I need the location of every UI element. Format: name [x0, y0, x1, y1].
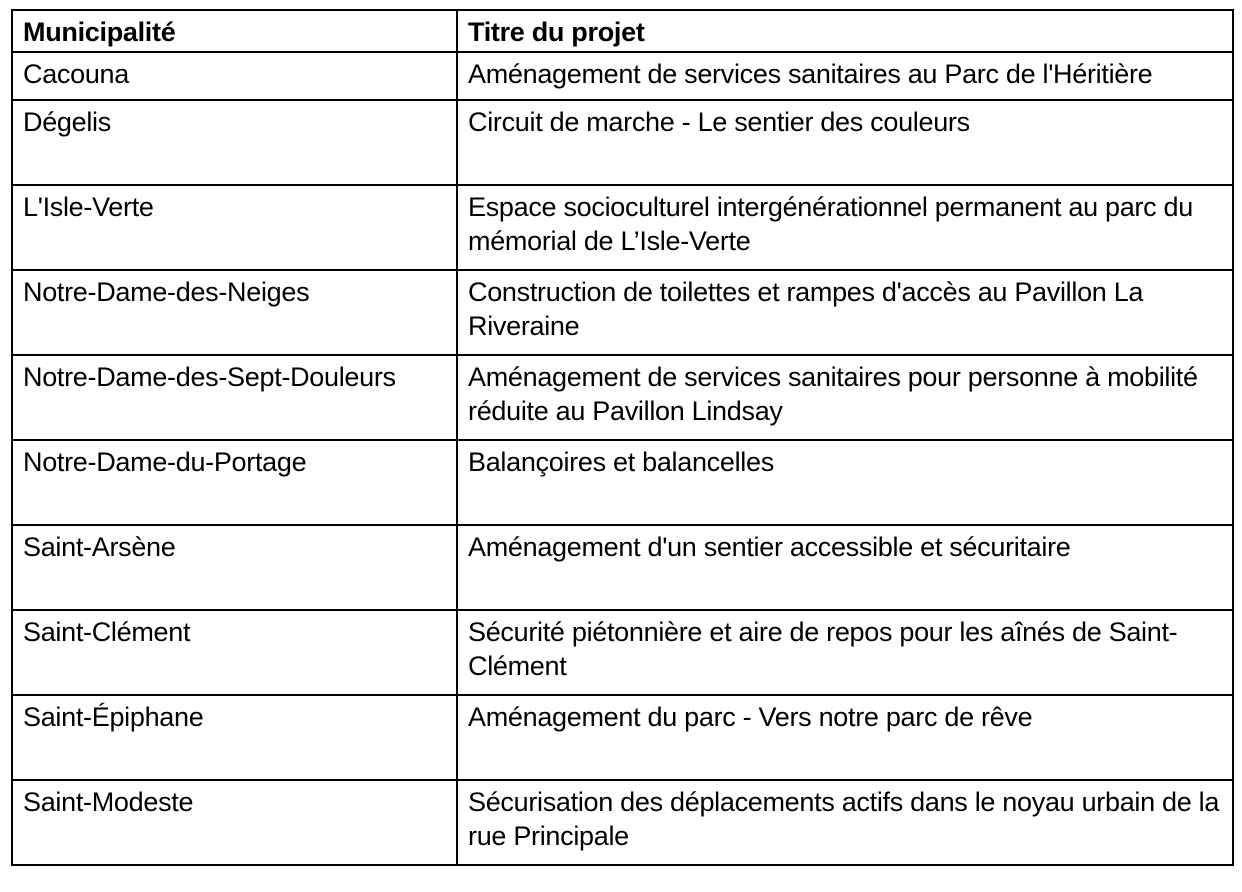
table-row	[12, 695, 1233, 780]
project-title-cell: Aménagement de services sanitaires au Parc de l'Héritière	[457, 52, 1233, 100]
municipality-cell: L'Isle-Verte	[12, 185, 457, 270]
table-row	[12, 185, 1233, 270]
municipality-cell: Notre-Dame-du-Portage	[12, 440, 457, 525]
project-title-cell: Aménagement du parc - Vers notre parc de rêve	[457, 695, 1233, 780]
project-title-cell: Sécurisation des déplacements actifs dans le noyau urbain de la rue Principale	[457, 780, 1233, 865]
project-title-cell: Aménagement d'un sentier accessible et sécuritaire	[457, 525, 1233, 610]
project-title-cell: Construction de toilettes et rampes d'accès au Pavillon La Riveraine	[457, 270, 1233, 355]
municipality-cell: Notre-Dame-des-Sept-Douleurs	[12, 355, 457, 440]
project-title-cell: Aménagement de services sanitaires pour personne à mobilité réduite au Pavillon Lindsay	[457, 355, 1233, 440]
projects-table	[11, 9, 1234, 866]
project-title-cell: Balançoires et balancelles	[457, 440, 1233, 525]
project-title-cell: Espace socioculturel intergénérationnel permanent au parc du mémorial de L’Isle-Verte	[457, 185, 1233, 270]
table-row	[12, 52, 1233, 100]
column-header-municipality: Municipalité	[12, 10, 457, 52]
municipality-cell: Notre-Dame-des-Neiges	[12, 270, 457, 355]
table-body	[12, 52, 1233, 865]
header-row	[12, 10, 1233, 52]
table-row	[12, 100, 1233, 185]
table-row	[12, 525, 1233, 610]
municipality-cell: Saint-Clément	[12, 610, 457, 695]
project-title-cell: Circuit de marche - Le sentier des couleurs	[457, 100, 1233, 185]
municipality-cell: Saint-Arsène	[12, 525, 457, 610]
municipality-cell: Dégelis	[12, 100, 457, 185]
table-row	[12, 270, 1233, 355]
municipality-cell: Saint-Modeste	[12, 780, 457, 865]
table-header	[12, 10, 1233, 52]
municipality-cell: Saint-Épiphane	[12, 695, 457, 780]
table-row	[12, 610, 1233, 695]
project-title-cell: Sécurité piétonnière et aire de repos pour les aînés de Saint-Clément	[457, 610, 1233, 695]
table-row	[12, 355, 1233, 440]
table-row	[12, 440, 1233, 525]
table-row	[12, 780, 1233, 865]
column-header-project-title: Titre du projet	[457, 10, 1233, 52]
municipality-cell: Cacouna	[12, 52, 457, 100]
